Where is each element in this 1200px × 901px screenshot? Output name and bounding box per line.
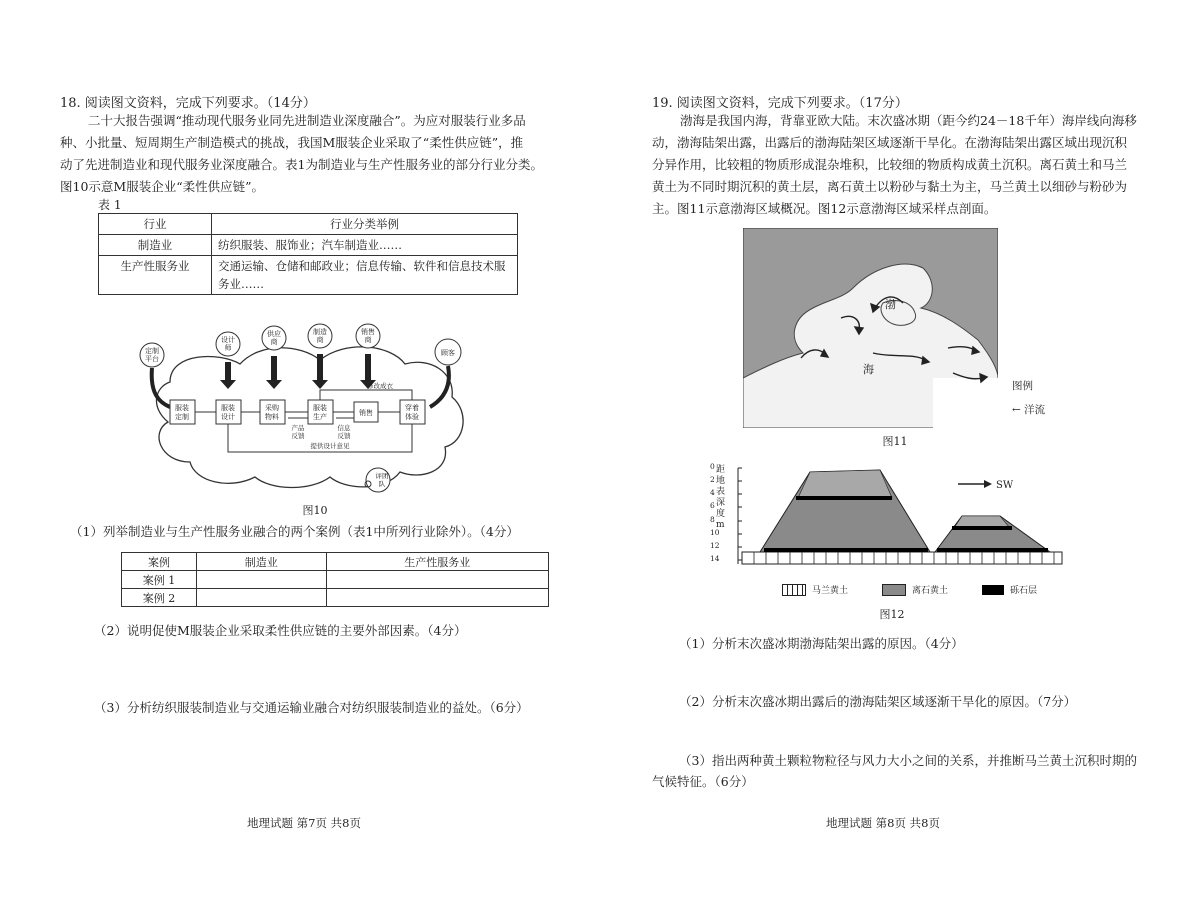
ytick: 0 bbox=[710, 462, 715, 471]
q19-line-5: 主。图11示意渤海区域概况。图12示意渤海区域采样点剖面。 bbox=[652, 201, 997, 216]
seller-label-1: 销售 bbox=[361, 328, 375, 336]
legend-swatch-gravel bbox=[982, 585, 1004, 595]
chain-label-3: 采购 bbox=[265, 404, 279, 412]
q18-paragraph bbox=[60, 110, 590, 198]
seller-label-2: 商 bbox=[364, 336, 372, 344]
svg-text:队: 队 bbox=[378, 480, 386, 488]
case-row-label: 案例 2 bbox=[122, 589, 197, 607]
chain-label-6: 穿着 bbox=[405, 404, 419, 412]
table1-cell: 生产性服务业 bbox=[99, 256, 212, 295]
q19-sub3-line1: （3）指出两种黄土颗粒物粒径与风力大小之间的关系，并推断马兰黄土沉积时期的 bbox=[679, 753, 1137, 768]
chain-label-6b: 体验 bbox=[405, 413, 419, 421]
ytick: 10 bbox=[710, 528, 720, 537]
figure-12-caption: 图12 bbox=[879, 608, 905, 621]
supplier-label-2: 商 bbox=[270, 338, 278, 346]
svg-text:反馈: 反馈 bbox=[291, 432, 305, 440]
chain-label-5: 销售 bbox=[359, 409, 373, 417]
figure-11-map bbox=[743, 228, 998, 428]
footer-left: 地理试题 第7页 共8页 bbox=[247, 816, 361, 830]
chain-label-4b: 生产 bbox=[313, 413, 327, 421]
case-table bbox=[121, 552, 549, 607]
ytick: 6 bbox=[710, 501, 715, 510]
fig12-legend bbox=[782, 583, 1037, 596]
svg-text:反馈: 反馈 bbox=[337, 432, 351, 440]
ytick: 14 bbox=[710, 554, 720, 563]
fig11-legend-current-label: 洋流 bbox=[1024, 404, 1046, 416]
case-row-label: 案例 1 bbox=[122, 571, 197, 589]
label-product-feedback: 产品 bbox=[291, 424, 305, 432]
legend-swatch-lishi bbox=[882, 584, 906, 596]
table1-header-examples: 行业分类举例 bbox=[212, 214, 518, 235]
designer-label-1: 设计 bbox=[221, 336, 235, 344]
fig12-ylabel: 距地表深度m bbox=[716, 465, 726, 530]
q18-title: 18. 阅读图文资料，完成下列要求。（14分） bbox=[60, 96, 316, 111]
chain-label-1b: 定制 bbox=[175, 413, 189, 421]
legend-lishi: 离石黄土 bbox=[912, 586, 949, 596]
case-cell bbox=[197, 589, 327, 607]
table1-cell: 制造业 bbox=[99, 235, 212, 256]
q18-line-3: 动了先进制造业和现代服务业深度融合。表1为制造业与生产性服务业的部分行业分类。 bbox=[60, 157, 543, 172]
q19-line-4: 黄土为不同时期沉积的黄土层，离石黄土以粉砂与黏土为主，马兰黄土以细砂与粉砂为 bbox=[652, 179, 1128, 194]
fig11-legend-title: 图例 bbox=[1012, 380, 1033, 392]
table1 bbox=[98, 213, 518, 295]
label-design-opinion: 提供设计意见 bbox=[310, 442, 350, 450]
customer-label: 顾客 bbox=[441, 349, 455, 357]
chain-label-2b: 设计 bbox=[221, 413, 235, 421]
label-modify: 修改成衣 bbox=[367, 382, 393, 390]
table1-cell: 纺织服装、服饰业；汽车制造业…… bbox=[212, 235, 518, 256]
q19-paragraph bbox=[652, 110, 1172, 220]
case-header: 制造业 bbox=[197, 553, 327, 571]
chain-label-1: 服装 bbox=[175, 404, 189, 412]
legend-malan: 马兰黄土 bbox=[812, 586, 849, 596]
q18-sub3: （3）分析纺织服装制造业与交通运输业融合对纺织服装制造业的益处。（6分） bbox=[94, 700, 529, 715]
case-cell bbox=[326, 589, 548, 607]
ytick: 12 bbox=[710, 541, 720, 550]
fig12-direction: SW bbox=[996, 480, 1014, 491]
q18-sub2: （2）说明促使M服装企业采取柔性供应链的主要外部因素。（4分） bbox=[94, 623, 467, 638]
manufacturer-label-1: 制造 bbox=[313, 328, 327, 336]
table1-header-industry: 行业 bbox=[99, 214, 212, 235]
figure-10-caption: 图10 bbox=[302, 504, 328, 517]
chain-label-4: 服装 bbox=[313, 404, 327, 412]
q18-line-2: 种、小批量、短周期生产制造模式的挑战，我国M服装企业采取了“柔性供应链”，推 bbox=[60, 135, 524, 150]
legend-swatch-malan bbox=[782, 584, 806, 596]
table1-cell: 交通运输、仓储和邮政业；信息传输、软件和信息技术服务业…… bbox=[212, 256, 518, 295]
svg-text:评团: 评团 bbox=[375, 472, 389, 480]
q18-line-1: 二十大报告强调“推动现代服务业同先进制造业深度融合”。为应对服装行业多品 bbox=[88, 113, 526, 128]
case-cell bbox=[326, 571, 548, 589]
q19-sub3-line2: 气候特征。（6分） bbox=[652, 774, 754, 789]
platform-label-1: 定制 bbox=[145, 347, 159, 355]
q19-line-1: 渤海是我国内海，背靠亚欧大陆。末次盛冰期（距今约24－18千年）海岸线向海移 bbox=[680, 113, 1137, 128]
fig11-legend-current bbox=[1012, 402, 1045, 417]
platform-label-2: 平台 bbox=[145, 355, 159, 363]
figure-12-profile bbox=[730, 466, 1070, 596]
designer-label-2: 师 bbox=[224, 344, 232, 352]
q18-sub1: （1）列举制造业与生产性服务业融合的两个案例（表1中所列行业除外）。（4分） bbox=[70, 524, 519, 539]
current-arrow-icon: ← bbox=[1012, 404, 1021, 416]
q19-line-3: 分异作用，比较粗的物质形成混杂堆积，比较细的物质构成黄土沉积。离石黄土和马兰 bbox=[652, 157, 1128, 172]
figure-11-caption: 图11 bbox=[882, 435, 908, 448]
legend-gravel: 砾石层 bbox=[1010, 586, 1038, 596]
ytick: 4 bbox=[710, 488, 715, 497]
label-info-feedback: 信息 bbox=[337, 424, 351, 432]
figure-10 bbox=[130, 322, 475, 502]
table1-label: 表 1 bbox=[98, 198, 122, 212]
chain-label-2: 服装 bbox=[221, 404, 235, 412]
manufacturer-label-2: 商 bbox=[316, 336, 324, 344]
map-label-bo: 渤 bbox=[885, 298, 896, 311]
q19-title: 19. 阅读图文资料，完成下列要求。（17分） bbox=[652, 96, 908, 111]
q19-line-2: 动，渤海陆架出露，出露后的渤海陆架区域逐渐干旱化。在渤海陆架出露区域出现沉积 bbox=[652, 135, 1128, 150]
q19-sub2: （2）分析末次盛冰期出露后的渤海陆架区域逐渐干旱化的原因。（7分） bbox=[679, 694, 1077, 709]
map-label-hai: 海 bbox=[863, 363, 874, 376]
case-cell bbox=[197, 571, 327, 589]
chain-label-3b: 物料 bbox=[265, 413, 279, 421]
ytick: 8 bbox=[710, 515, 715, 524]
q19-sub1: （1）分析末次盛冰期渤海陆架出露的原因。（4分） bbox=[679, 636, 964, 651]
case-header: 案例 bbox=[122, 553, 197, 571]
footer-right: 地理试题 第8页 共8页 bbox=[826, 816, 940, 830]
supplier-label-1: 供应 bbox=[267, 330, 281, 338]
ytick: 2 bbox=[710, 475, 715, 484]
q18-line-4: 图10示意M服装企业“柔性供应链”。 bbox=[60, 179, 264, 194]
case-header: 生产性服务业 bbox=[326, 553, 548, 571]
